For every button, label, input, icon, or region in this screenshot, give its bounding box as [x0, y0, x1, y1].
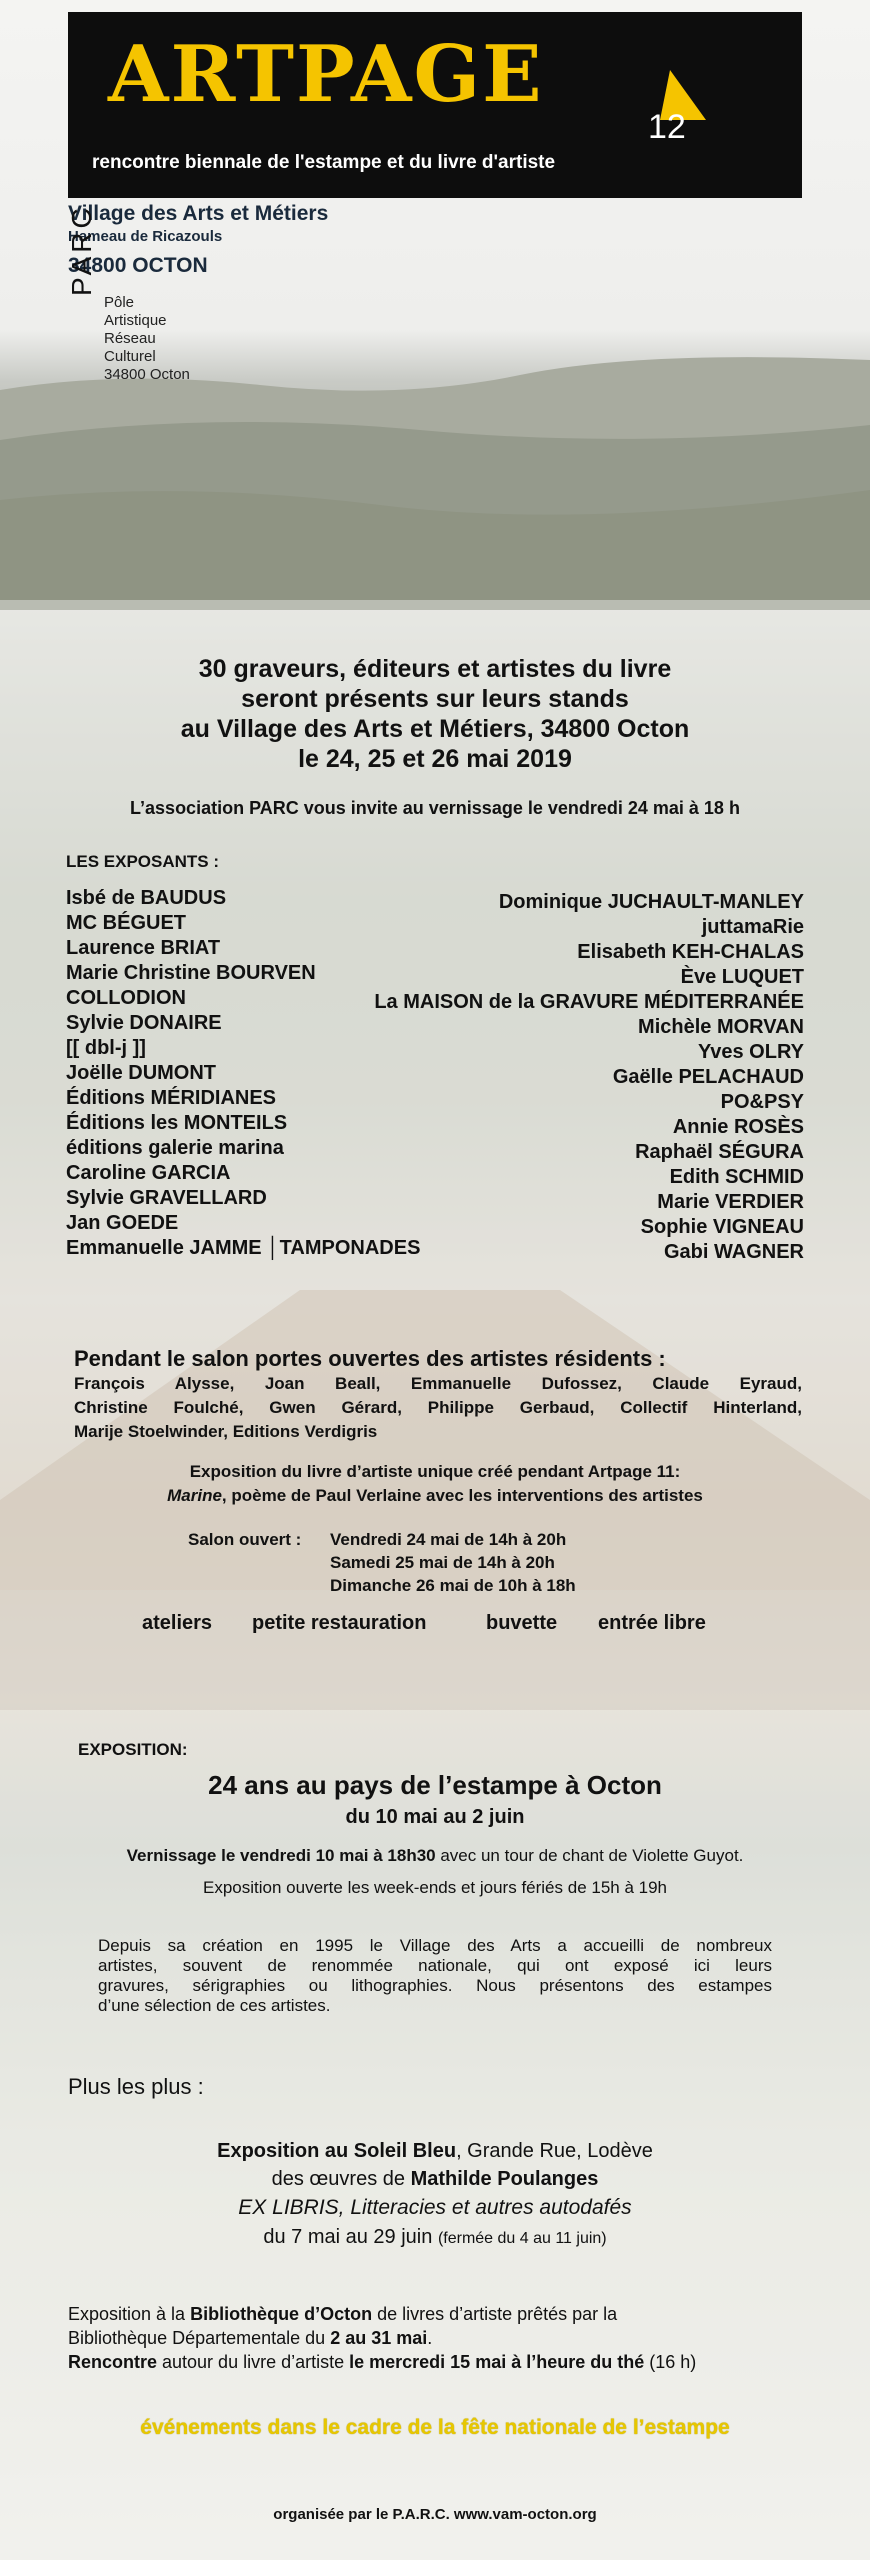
- exhibitors-heading: LES EXPOSANTS :: [66, 852, 220, 871]
- exhibitor-right: La MAISON de la GRAVURE MÉDITERRANÉE: [374, 991, 804, 1013]
- soleil-bold: Exposition au Soleil Bleu: [217, 2140, 457, 2162]
- exhibitor-left: Sylvie DONAIRE: [66, 1012, 222, 1034]
- library-line-1: [68, 2304, 617, 2325]
- exhibition-opening: Exposition ouverte les week-ends et jours fériés de 15h à 19h: [203, 1878, 667, 1897]
- exhibitors-list: [0, 886, 870, 1276]
- banner-subtitle: rencontre biennale de l'estampe et du livre d'artiste: [92, 152, 556, 173]
- city-name: 34800 OCTON: [68, 254, 208, 277]
- extras-dates-main: du 7 mai au 29 juin: [263, 2226, 433, 2248]
- exhibitor-right: Marie VERDIER: [657, 1191, 804, 1213]
- library-l1-pre: Exposition à la: [68, 2304, 191, 2324]
- library-rencontre: Rencontre: [68, 2352, 158, 2372]
- hamlet-name: Hameau de Ricazouls: [68, 228, 223, 245]
- intro-line: le 24, 25 et 26 mai 2019: [298, 745, 572, 773]
- exhibitor-left: Jan GOEDE: [66, 1212, 179, 1234]
- feature-buvette: buvette: [486, 1612, 558, 1634]
- library-rencontre-date: le mercredi 15 mai à l’heure du thé: [349, 2352, 645, 2372]
- exhibitor-right: Dominique JUCHAULT-MANLEY: [498, 891, 804, 913]
- exhibitor-right: Elisabeth KEH-CHALAS: [577, 941, 804, 963]
- salon-hours: Vendredi 24 mai de 14h à 20h: [330, 1530, 567, 1549]
- logo-text: ARTPAGE: [108, 29, 544, 120]
- salon-hours: Samedi 25 mai de 14h à 20h: [330, 1553, 555, 1572]
- exhibitor-left: Marie Christine BOURVEN: [66, 962, 316, 984]
- parc-logo-word: PARC: [66, 204, 97, 296]
- vernissage-rest: avec un tour de chant de Violette Guyot.: [435, 1846, 744, 1865]
- residents-line: Marije Stoelwinder, Editions Verdigris: [74, 1422, 378, 1441]
- footer-org: organisée par le P.A.R.C. www.vam-octon.org: [273, 2506, 597, 2523]
- exhibitor-left: COLLODION: [66, 987, 186, 1009]
- salon-hours: Dimanche 26 mai de 10h à 18h: [330, 1576, 576, 1595]
- exhibition-desc-line: gravures, sérigraphies ou lithographies. Nous présentons des estampes: [98, 1976, 772, 1995]
- parc-line: Artistique: [104, 312, 167, 329]
- exhibition-dates: du 10 mai au 2 juin: [345, 1806, 525, 1828]
- venue-name: Village des Arts et Métiers: [68, 202, 329, 225]
- exhibitor-left: Caroline GARCIA: [66, 1162, 231, 1184]
- book-title: Marine: [167, 1486, 222, 1505]
- salon-label: Salon ouvert :: [188, 1530, 302, 1549]
- exhibitor-right: PO&PSY: [720, 1091, 804, 1113]
- extras-dates: [0, 2226, 870, 2249]
- exhibitor-left: Éditions les MONTEILS: [66, 1112, 288, 1134]
- vernissage-invite: L’association PARC vous invite au vernissage le vendredi 24 mai à 18 h: [130, 798, 740, 818]
- residents-line: Christine Foulché, Gwen Gérard, Philippe Gerbaud, Collectif Hinterland,: [74, 1398, 802, 1417]
- library-line-3: [68, 2352, 696, 2373]
- exhibitor-right: Sophie VIGNEAU: [640, 1216, 804, 1238]
- exhibition-desc-line: artistes, souvent de renommée nationale, qui ont exposé ici leurs: [98, 1956, 772, 1975]
- parc-line: Pôle: [104, 294, 135, 311]
- exhibition-desc-line: d’une sélection de ces artistes.: [98, 1996, 331, 2015]
- soleil-bleu: [0, 2140, 870, 2163]
- ex-libris: EX LIBRIS, Litteracies et autres autodafés: [238, 2196, 632, 2219]
- feature-entree-libre: entrée libre: [598, 1612, 706, 1634]
- exhibitor-left: Sylvie GRAVELLARD: [66, 1187, 267, 1209]
- residents-line: François Alysse, Joan Beall, Emmanuelle Dufossez, Claude Eyraud,: [74, 1374, 802, 1393]
- exhibitor-left: Laurence BRIAT: [66, 937, 221, 959]
- parc-line: Réseau: [104, 330, 156, 347]
- logo-number: 12: [648, 108, 686, 146]
- residents-heading: Pendant le salon portes ouvertes des artistes résidents :: [74, 1346, 666, 1371]
- library-dates: 2 au 31 mai: [330, 2328, 428, 2348]
- book-exhibit-rest: , poème de Paul Verlaine avec les interventions des artistes: [221, 1486, 703, 1505]
- feature-restauration: petite restauration: [252, 1612, 427, 1634]
- works-pre: des œuvres de: [271, 2168, 411, 2190]
- exhibitor-right: Annie ROSÈS: [672, 1116, 804, 1138]
- intro-line: au Village des Arts et Métiers, 34800 Octon: [180, 715, 690, 743]
- book-exhibit-line: Exposition du livre d’artiste unique créé pendant Artpage 11:: [189, 1462, 681, 1481]
- events-banner: événements dans le cadre de la fête nationale de l’estampe: [140, 2416, 730, 2439]
- exhibitor-right: Michèle MORVAN: [638, 1016, 804, 1038]
- exhibitor-left: Joëlle DUMONT: [66, 1062, 217, 1084]
- exhibitor-left: Éditions MÉRIDIANES: [66, 1087, 277, 1109]
- library-l3-mid: autour du livre d’artiste: [157, 2352, 350, 2372]
- works-line: [0, 2168, 870, 2191]
- library-line-2: [68, 2328, 432, 2349]
- library-l1-rest: de livres d’artiste prêtés par la: [372, 2304, 618, 2324]
- exhibitor-right: Yves OLRY: [698, 1041, 804, 1063]
- exhibition-desc-line: Depuis sa création en 1995 le Village des Arts a accueilli de nombreux: [98, 1936, 772, 1955]
- vernissage-date: Vernissage le vendredi 10 mai à 18h30: [126, 1846, 436, 1865]
- exhibitor-right: Ève LUQUET: [680, 966, 804, 988]
- exhibition-label: EXPOSITION:: [78, 1740, 188, 1759]
- exhibitor-right: Edith SCHMID: [669, 1166, 804, 1188]
- exhibition-vernissage: [0, 1846, 870, 1866]
- parc-line: 34800 Octon: [104, 366, 190, 383]
- extras-dates-note: (fermée du 4 au 11 juin): [437, 2230, 607, 2247]
- intro-line: seront présents sur leurs stands: [241, 685, 629, 713]
- artist-name: Mathilde Poulanges: [410, 2168, 599, 2190]
- exhibition-title: 24 ans au pays de l’estampe à Octon: [208, 1770, 662, 1800]
- extras-heading: Plus les plus :: [68, 2074, 204, 2099]
- exhibitor-left: Isbé de BAUDUS: [66, 887, 227, 909]
- library-name: Bibliothèque d’Octon: [190, 2304, 373, 2324]
- library-l2-pre: Bibliothèque Départementale du: [68, 2328, 331, 2348]
- soleil-rest: , Grande Rue, Lodève: [456, 2140, 653, 2162]
- intro-line: 30 graveurs, éditeurs et artistes du livre: [198, 655, 672, 683]
- exhibitor-left: [[ dbl-j ]]: [66, 1037, 146, 1059]
- library-l3-end: (16 h): [644, 2352, 697, 2372]
- exhibitor-right: Raphaël SÉGURA: [635, 1141, 804, 1163]
- feature-ateliers: ateliers: [142, 1612, 213, 1634]
- library-l2-rest: .: [427, 2328, 433, 2348]
- exhibitor-right: juttamaRie: [701, 916, 804, 938]
- exhibitor-right: Gabi WAGNER: [663, 1241, 804, 1263]
- exhibitor-left: éditions galerie marina: [66, 1137, 284, 1159]
- book-exhibit-line2: [0, 1486, 870, 1506]
- exhibitor-right: Gaëlle PELACHAUD: [612, 1066, 804, 1088]
- parc-line: Culturel: [104, 348, 156, 365]
- exhibitor-left: Emmanuelle JAMME │TAMPONADES: [66, 1237, 421, 1259]
- exhibitor-left: MC BÉGUET: [66, 912, 186, 934]
